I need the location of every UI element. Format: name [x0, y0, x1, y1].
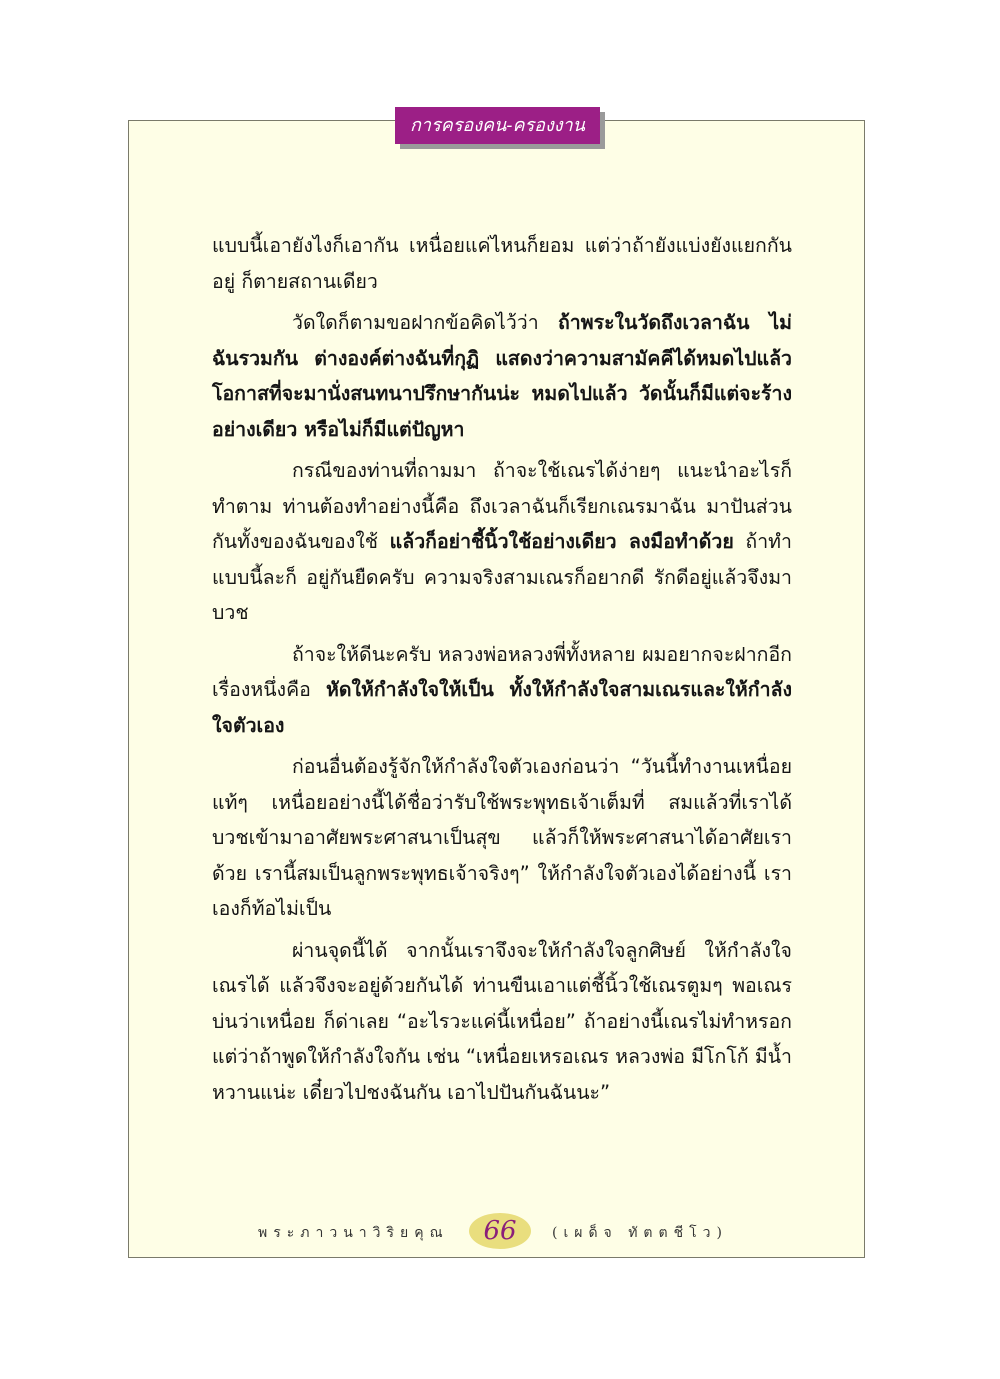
text-segment: กรณีของท่านที่ถามมา ถ้าจะใช้เณรได้ง่ายๆ แนะนำอะไรก็ทำตาม ท่านต้องทำอย่างนี้คือ ถึงเวลาฉันก็เรียกเณรมาฉัน มาปันส่วนกันทั้งของฉันของใช้	[212, 459, 792, 553]
text-segment: ถ้าทำแบบนี้ละก็ อยู่กันยืดครับ ความจริงสามเณรก็อยากดี รักดีอยู่แล้วจึงมาบวช	[212, 530, 792, 624]
text-segment: วัดใดก็ตามขอฝากข้อคิดไว้ว่า	[292, 311, 558, 334]
chapter-title-tab: การครองคน-ครองงาน	[395, 107, 600, 144]
paragraph	[212, 749, 792, 927]
paragraph	[212, 453, 792, 631]
footer-author-name: (เผด็จ ทัตตชีโว)	[552, 1225, 728, 1241]
body-text	[212, 228, 792, 1116]
page-number: 66	[469, 1213, 531, 1249]
paragraph	[212, 305, 792, 447]
paragraph	[212, 637, 792, 744]
footer	[0, 1210, 1000, 1250]
text-segment: ก่อนอื่นต้องรู้จักให้กำลังใจตัวเองก่อนว่า “วันนี้ทำงานเหนื่อยแท้ๆ เหนื่อยอย่างนี้ได้ชื่อว่ารับใช้พระพุทธเจ้าเต็มที่ สมแล้วที่เราได้บวชเข้ามาอาศัยพระศาสนาเป็นสุข แล้วก็ให้พระศาสนาได้อาศัยเราด้วย เรานี้สมเป็นลูกพระพุทธเจ้าจริงๆ” ให้กำลังใจตัวเองได้อย่างนี้ เราเองก็ท้อไม่เป็น	[212, 755, 792, 920]
text-segment: แบบนี้เอายังไงก็เอากัน เหนื่อยแค่ไหนก็ยอม แต่ว่าถ้ายังแบ่งยังแยกกันอยู่ ก็ตายสถานเดียว	[212, 234, 792, 293]
paragraph	[212, 933, 792, 1111]
bold-text-segment: แล้วก็อย่าชี้นิ้วใช้อย่างเดียว ลงมือทำด้วย	[389, 530, 734, 553]
paragraph	[212, 228, 792, 299]
bold-text-segment: ถ้าพระในวัดถึงเวลาฉัน ไม่ฉันรวมกัน ต่างองค์ต่างฉันที่กุฏิ แสดงว่าความสามัคคีได้หมดไปแล้ว โอกาสที่จะมานั่งสนทนาปรึกษากันน่ะ หมดไปแล้ว วัดนั้นก็มีแต่จะร้างอย่างเดียว หรือไม่ก็มีแต่ปัญหา	[212, 311, 792, 441]
text-segment: ผ่านจุดนี้ได้ จากนั้นเราจึงจะให้กำลังใจลูกศิษย์ ให้กำลังใจเณรได้ แล้วจึงจะอยู่ด้วยกันได้ ท่านขืนเอาแต่ชี้นิ้วใช้เณรตูมๆ พอเณรบ่นว่าเหนื่อย ก็ด่าเลย “อะไรวะแค่นี้เหนื่อย” ถ้าอย่างนี้เณรไม่ทำหรอก แต่ว่าถ้าพูดให้กำลังใจกัน เช่น “เหนื่อยเหรอเณร หลวงพ่อ มีโกโก้ มีน้ำหวานแน่ะ เดี๋ยวไปชงฉันกัน เอาไปปันกันฉันนะ”	[212, 938, 792, 1104]
text-segment: ถ้าจะให้ดีนะครับ หลวงพ่อหลวงพี่ทั้งหลาย ผมอยากจะฝากอีกเรื่องหนึ่งคือ	[212, 642, 792, 701]
footer-author: พระภาวนาวิริยคุณ	[258, 1225, 449, 1241]
bold-text-segment: หัดให้กำลังใจให้เป็น ทั้งให้กำลังใจสามเณรและให้กำลังใจตัวเอง	[212, 678, 792, 737]
